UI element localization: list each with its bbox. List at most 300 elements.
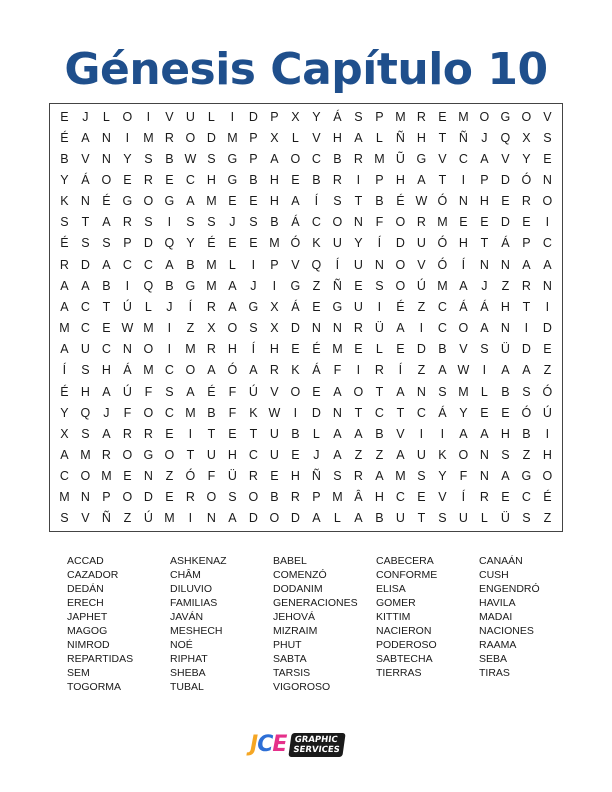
grid-letter: L — [375, 342, 384, 357]
grid-letter: R — [206, 342, 217, 357]
grid-letter: Z — [354, 447, 363, 462]
grid-letter: H — [500, 299, 511, 314]
grid-letter: Ó — [227, 363, 238, 378]
word-list-item: MESHECH — [170, 625, 223, 637]
grid-letter: A — [81, 130, 90, 145]
grid-letter: I — [545, 299, 550, 314]
grid-letter: N — [374, 257, 385, 272]
word-list-item: NIMROD — [67, 639, 110, 651]
grid-letter: E — [60, 109, 69, 124]
grid-letter: A — [396, 447, 405, 462]
word-list-item: CABECERA — [376, 555, 434, 567]
grid-letter: N — [332, 405, 343, 420]
grid-letter: C — [101, 342, 112, 357]
grid-letter: C — [59, 469, 70, 484]
grid-letter: S — [438, 511, 447, 526]
word-list-item: JAVÁN — [170, 611, 204, 623]
word-list-item: DILUVIO — [170, 583, 213, 595]
grid-letter: T — [480, 236, 489, 251]
word-list-item: CAZADOR — [67, 569, 119, 581]
grid-letter: K — [249, 405, 258, 420]
grid-letter: Ü — [500, 342, 511, 357]
grid-letter: S — [81, 236, 90, 251]
grid-letter: Á — [459, 299, 468, 314]
grid-letter: C — [437, 321, 448, 336]
grid-letter: I — [545, 426, 550, 441]
grid-letter: S — [81, 426, 90, 441]
grid-letter: C — [80, 321, 91, 336]
word-list-item: ELISA — [376, 583, 406, 595]
grid-letter: X — [291, 109, 300, 124]
grid-letter: D — [395, 236, 406, 251]
grid-letter: N — [479, 257, 490, 272]
grid-letter: Y — [60, 173, 69, 188]
grid-letter: E — [501, 194, 510, 209]
grid-letter: B — [312, 173, 321, 188]
grid-letter: N — [479, 469, 490, 484]
grid-letter: É — [207, 236, 216, 251]
grid-letter: P — [249, 151, 258, 166]
grid-letter: Í — [398, 363, 403, 378]
grid-letter: G — [500, 109, 511, 124]
word-list-item: JEHOVÁ — [273, 611, 316, 623]
grid-letter: O — [458, 447, 469, 462]
grid-letter: H — [269, 173, 280, 188]
grid-letter: S — [354, 109, 363, 124]
grid-letter: Z — [543, 511, 552, 526]
word-list-item: NACIERON — [376, 625, 432, 637]
grid-letter: O — [101, 173, 112, 188]
grid-letter: E — [396, 342, 405, 357]
grid-letter: B — [375, 511, 384, 526]
grid-letter: É — [60, 236, 69, 251]
grid-letter: J — [82, 109, 89, 124]
grid-letter: I — [167, 321, 172, 336]
grid-letter: A — [522, 363, 531, 378]
grid-letter: H — [395, 173, 406, 188]
grid-letter: M — [395, 469, 406, 484]
grid-letter: O — [542, 469, 553, 484]
grid-letter: Ñ — [101, 511, 112, 526]
grid-letter: K — [60, 194, 69, 209]
grid-letter: Ó — [437, 257, 448, 272]
grid-letter: J — [250, 278, 257, 293]
grid-letter: U — [458, 511, 469, 526]
grid-letter: N — [101, 151, 112, 166]
grid-letter: O — [206, 490, 217, 505]
grid-letter: H — [269, 342, 280, 357]
grid-letter: Ü — [374, 321, 385, 336]
grid-letter: T — [354, 194, 363, 209]
grid-letter: R — [143, 426, 154, 441]
grid-letter: A — [459, 426, 468, 441]
grid-letter: N — [311, 321, 322, 336]
grid-letter: T — [249, 426, 258, 441]
grid-letter: N — [80, 194, 91, 209]
grid-letter: I — [377, 299, 382, 314]
grid-letter: S — [144, 151, 153, 166]
grid-letter: I — [125, 130, 130, 145]
grid-letter: N — [122, 342, 133, 357]
grid-letter: D — [143, 490, 154, 505]
grid-letter: K — [312, 236, 321, 251]
grid-letter: J — [313, 447, 320, 462]
grid-letter: Y — [354, 236, 363, 251]
grid-letter: H — [101, 363, 112, 378]
grid-letter: Ó — [542, 384, 553, 399]
grid-letter: R — [332, 173, 343, 188]
grid-letter: H — [290, 469, 301, 484]
grid-letter: C — [395, 490, 406, 505]
word-list-item: DODANIM — [273, 583, 323, 595]
word-list-item: SHEBA — [170, 667, 206, 679]
grid-letter: E — [165, 173, 174, 188]
grid-letter: M — [395, 109, 406, 124]
grid-letter: R — [122, 215, 133, 230]
grid-letter: É — [312, 342, 321, 357]
grid-letter: V — [417, 257, 426, 272]
grid-letter: B — [270, 490, 279, 505]
grid-letter: U — [80, 342, 91, 357]
grid-letter: R — [479, 490, 490, 505]
grid-letter: S — [522, 511, 531, 526]
grid-letter: N — [458, 194, 469, 209]
grid-letter: S — [228, 490, 237, 505]
grid-letter: Ó — [185, 469, 196, 484]
grid-letter: U — [416, 447, 427, 462]
grid-letter: R — [101, 447, 112, 462]
grid-letter: Z — [417, 363, 426, 378]
grid-letter: O — [185, 130, 196, 145]
logo-line-graphic: GRAPHIC — [294, 735, 339, 745]
grid-letter: Á — [291, 299, 300, 314]
word-list-item: MADAI — [479, 611, 513, 623]
grid-letter: E — [228, 236, 237, 251]
grid-letter: P — [270, 109, 279, 124]
grid-letter: M — [164, 511, 175, 526]
grid-letter: G — [521, 469, 532, 484]
jce-graphic-services-logo — [250, 729, 362, 761]
grid-letter: E — [270, 469, 279, 484]
grid-letter: M — [59, 490, 70, 505]
grid-letter: A — [60, 278, 69, 293]
grid-letter: A — [60, 342, 69, 357]
word-list-item: REPARTIDAS — [67, 653, 134, 665]
grid-letter: Í — [461, 257, 466, 272]
grid-letter: Í — [188, 299, 193, 314]
grid-letter: O — [122, 490, 133, 505]
word-list-item: ERECH — [67, 597, 104, 609]
grid-letter: Ú — [122, 384, 133, 399]
word-list-item: TIRAS — [479, 667, 510, 679]
grid-letter: I — [356, 173, 361, 188]
grid-letter: O — [458, 321, 469, 336]
grid-letter: O — [395, 257, 406, 272]
grid-letter: B — [270, 215, 279, 230]
grid-letter: O — [122, 447, 133, 462]
grid-letter: É — [60, 384, 69, 399]
logo-jce-mark — [250, 730, 286, 760]
grid-letter: Í — [314, 194, 319, 209]
grid-letter: O — [353, 384, 364, 399]
word-list-item: TARSIS — [273, 667, 311, 679]
grid-letter: W — [121, 321, 134, 336]
grid-letter: D — [500, 215, 511, 230]
grid-letter: M — [185, 342, 196, 357]
grid-letter: A — [354, 426, 363, 441]
grid-letter: E — [165, 426, 174, 441]
grid-letter: M — [206, 257, 217, 272]
grid-letter: X — [522, 130, 531, 145]
grid-letter: É — [396, 194, 405, 209]
grid-letter: O — [185, 363, 196, 378]
grid-letter: G — [248, 299, 259, 314]
grid-letter: Y — [186, 236, 195, 251]
grid-letter: D — [290, 511, 301, 526]
grid-letter: A — [396, 384, 405, 399]
word-list-item: SEM — [67, 667, 90, 679]
grid-letter: E — [501, 490, 510, 505]
grid-letter: L — [291, 130, 300, 145]
word-list — [67, 554, 587, 694]
grid-letter: A — [291, 194, 300, 209]
grid-letter: B — [102, 278, 111, 293]
grid-letter: F — [375, 215, 384, 230]
grid-letter: H — [227, 342, 238, 357]
grid-letter: B — [375, 426, 384, 441]
grid-letter: Y — [312, 109, 321, 124]
grid-letter: T — [186, 447, 195, 462]
grid-letter: E — [165, 490, 174, 505]
grid-letter: C — [311, 151, 322, 166]
grid-letter: E — [459, 215, 468, 230]
grid-letter: E — [543, 151, 552, 166]
grid-letter: J — [229, 215, 236, 230]
grid-letter: L — [228, 257, 237, 272]
grid-letter: L — [207, 109, 216, 124]
grid-letter: S — [417, 469, 426, 484]
grid-letter: A — [102, 426, 111, 441]
grid-letter: V — [81, 151, 90, 166]
grid-letter: Q — [500, 130, 511, 145]
grid-letter: Ú — [143, 511, 154, 526]
grid-letter: T — [438, 130, 447, 145]
grid-letter: D — [500, 173, 511, 188]
grid-letter: P — [480, 173, 489, 188]
grid-letter: A — [228, 511, 237, 526]
grid-letter: S — [144, 215, 153, 230]
word-list-item: NACIONES — [479, 625, 534, 637]
grid-letter: O — [143, 342, 154, 357]
grid-letter: Á — [438, 405, 447, 420]
grid-letter: U — [206, 447, 217, 462]
grid-letter: Á — [480, 299, 489, 314]
grid-letter: E — [123, 173, 132, 188]
grid-letter: O — [521, 109, 532, 124]
word-list-item: RIPHAT — [170, 653, 208, 665]
grid-letter: V — [438, 151, 447, 166]
grid-letter: H — [542, 447, 553, 462]
grid-letter: O — [248, 490, 259, 505]
grid-letter: G — [227, 173, 238, 188]
grid-letter: Í — [62, 363, 67, 378]
word-list-item: ASHKENAZ — [170, 555, 227, 567]
grid-letter: O — [269, 511, 280, 526]
grid-letter: X — [270, 299, 279, 314]
grid-letter: B — [186, 257, 195, 272]
grid-letter: M — [143, 363, 154, 378]
grid-letter: M — [101, 469, 112, 484]
grid-letter: F — [228, 384, 237, 399]
grid-letter: Y — [522, 151, 531, 166]
grid-letter: B — [165, 278, 174, 293]
grid-letter: I — [188, 426, 193, 441]
grid-letter: L — [333, 511, 342, 526]
grid-letter: R — [353, 469, 364, 484]
grid-letter: S — [102, 236, 111, 251]
grid-letter: A — [333, 447, 342, 462]
grid-letter: S — [438, 384, 447, 399]
grid-letter: X — [270, 321, 279, 336]
grid-letter: N — [143, 469, 154, 484]
grid-letter: A — [81, 278, 90, 293]
grid-letter: M — [59, 321, 70, 336]
grid-letter: M — [458, 109, 469, 124]
grid-letter: I — [272, 278, 277, 293]
logo-letter-c: C — [257, 732, 273, 757]
grid-letter: Ñ — [458, 130, 469, 145]
grid-letter: E — [522, 215, 531, 230]
grid-letter: F — [123, 405, 132, 420]
grid-letter: B — [249, 173, 258, 188]
grid-letter: S — [375, 278, 384, 293]
grid-letter: P — [522, 236, 531, 251]
grid-letter: A — [102, 215, 111, 230]
grid-letter: W — [268, 405, 281, 420]
grid-letter: Q — [311, 257, 322, 272]
grid-letter: I — [419, 426, 424, 441]
grid-letter: A — [249, 363, 258, 378]
grid-letter: O — [332, 215, 343, 230]
grid-letter: T — [522, 299, 531, 314]
grid-letter: A — [522, 257, 531, 272]
grid-letter: I — [524, 321, 529, 336]
grid-letter: B — [165, 151, 174, 166]
grid-letter: Z — [165, 469, 174, 484]
grid-letter: O — [143, 194, 154, 209]
grid-letter: A — [480, 321, 489, 336]
grid-letter: S — [60, 215, 69, 230]
grid-letter: E — [102, 321, 111, 336]
grid-letter: M — [374, 151, 385, 166]
grid-letter: D — [248, 109, 259, 124]
grid-letter: Ñ — [311, 469, 322, 484]
grid-letter: A — [396, 321, 405, 336]
grid-letter: Q — [164, 236, 175, 251]
grid-letter: S — [333, 469, 342, 484]
grid-letter: Á — [312, 363, 321, 378]
grid-letter: M — [437, 215, 448, 230]
grid-letter: L — [480, 511, 489, 526]
grid-letter: I — [251, 257, 256, 272]
grid-letter: E — [480, 215, 489, 230]
word-list-item: ACCAD — [67, 555, 104, 567]
word-list-item: BABEL — [273, 555, 307, 567]
logo-line-services: SERVICES — [292, 745, 341, 755]
grid-letter: R — [59, 257, 70, 272]
grid-letter: S — [186, 215, 195, 230]
grid-letter: Q — [80, 405, 91, 420]
grid-letter: P — [123, 236, 132, 251]
grid-letter: R — [521, 194, 532, 209]
grid-letter: N — [500, 257, 511, 272]
grid-letter: W — [415, 194, 428, 209]
grid-letter: S — [81, 363, 90, 378]
grid-letter: A — [543, 257, 552, 272]
grid-letter: C — [164, 405, 175, 420]
word-list-item: TUBAL — [170, 681, 204, 693]
grid-letter: T — [207, 426, 216, 441]
grid-letter: É — [543, 490, 552, 505]
grid-letter: F — [228, 405, 237, 420]
grid-letter: M — [458, 384, 469, 399]
grid-letter: J — [481, 278, 488, 293]
word-list-item: KITTIM — [376, 611, 411, 623]
logo-wordmark — [289, 733, 347, 757]
grid-letter: C — [80, 299, 91, 314]
grid-letter: W — [457, 363, 470, 378]
grid-letter: A — [102, 384, 111, 399]
grid-letter: E — [291, 342, 300, 357]
grid-letter: A — [165, 257, 174, 272]
grid-letter: O — [80, 469, 91, 484]
grid-letter: Z — [417, 299, 426, 314]
grid-letter: U — [395, 511, 406, 526]
grid-letter: P — [102, 490, 111, 505]
grid-letter: Ú — [542, 405, 553, 420]
grid-letter: E — [354, 278, 363, 293]
grid-letter: H — [374, 490, 385, 505]
grid-letter: L — [480, 384, 489, 399]
word-list-item: CUSH — [479, 569, 509, 581]
grid-letter: B — [207, 405, 216, 420]
word-list-item: HAVILA — [479, 597, 516, 609]
grid-letter: S — [60, 511, 69, 526]
grid-letter: D — [206, 130, 217, 145]
grid-letter: A — [186, 194, 195, 209]
grid-letter: F — [459, 469, 468, 484]
grid-letter: N — [542, 278, 553, 293]
grid-letter: R — [416, 215, 427, 230]
grid-letter: S — [207, 215, 216, 230]
word-list-item: PODEROSO — [376, 639, 437, 651]
grid-letter: I — [146, 109, 151, 124]
grid-letter: V — [396, 426, 405, 441]
grid-letter: Ũ — [395, 151, 406, 166]
grid-letter: Ú — [416, 278, 427, 293]
grid-letter: S — [480, 342, 489, 357]
grid-letter: E — [291, 173, 300, 188]
grid-letter: I — [461, 173, 466, 188]
grid-letter: D — [80, 257, 91, 272]
grid-letter: I — [545, 215, 550, 230]
grid-letter: B — [438, 342, 447, 357]
grid-letter: D — [416, 342, 427, 357]
grid-letter: U — [332, 236, 343, 251]
grid-letter: L — [375, 130, 384, 145]
logo-letter-j: J — [250, 732, 258, 757]
grid-letter: U — [185, 109, 196, 124]
